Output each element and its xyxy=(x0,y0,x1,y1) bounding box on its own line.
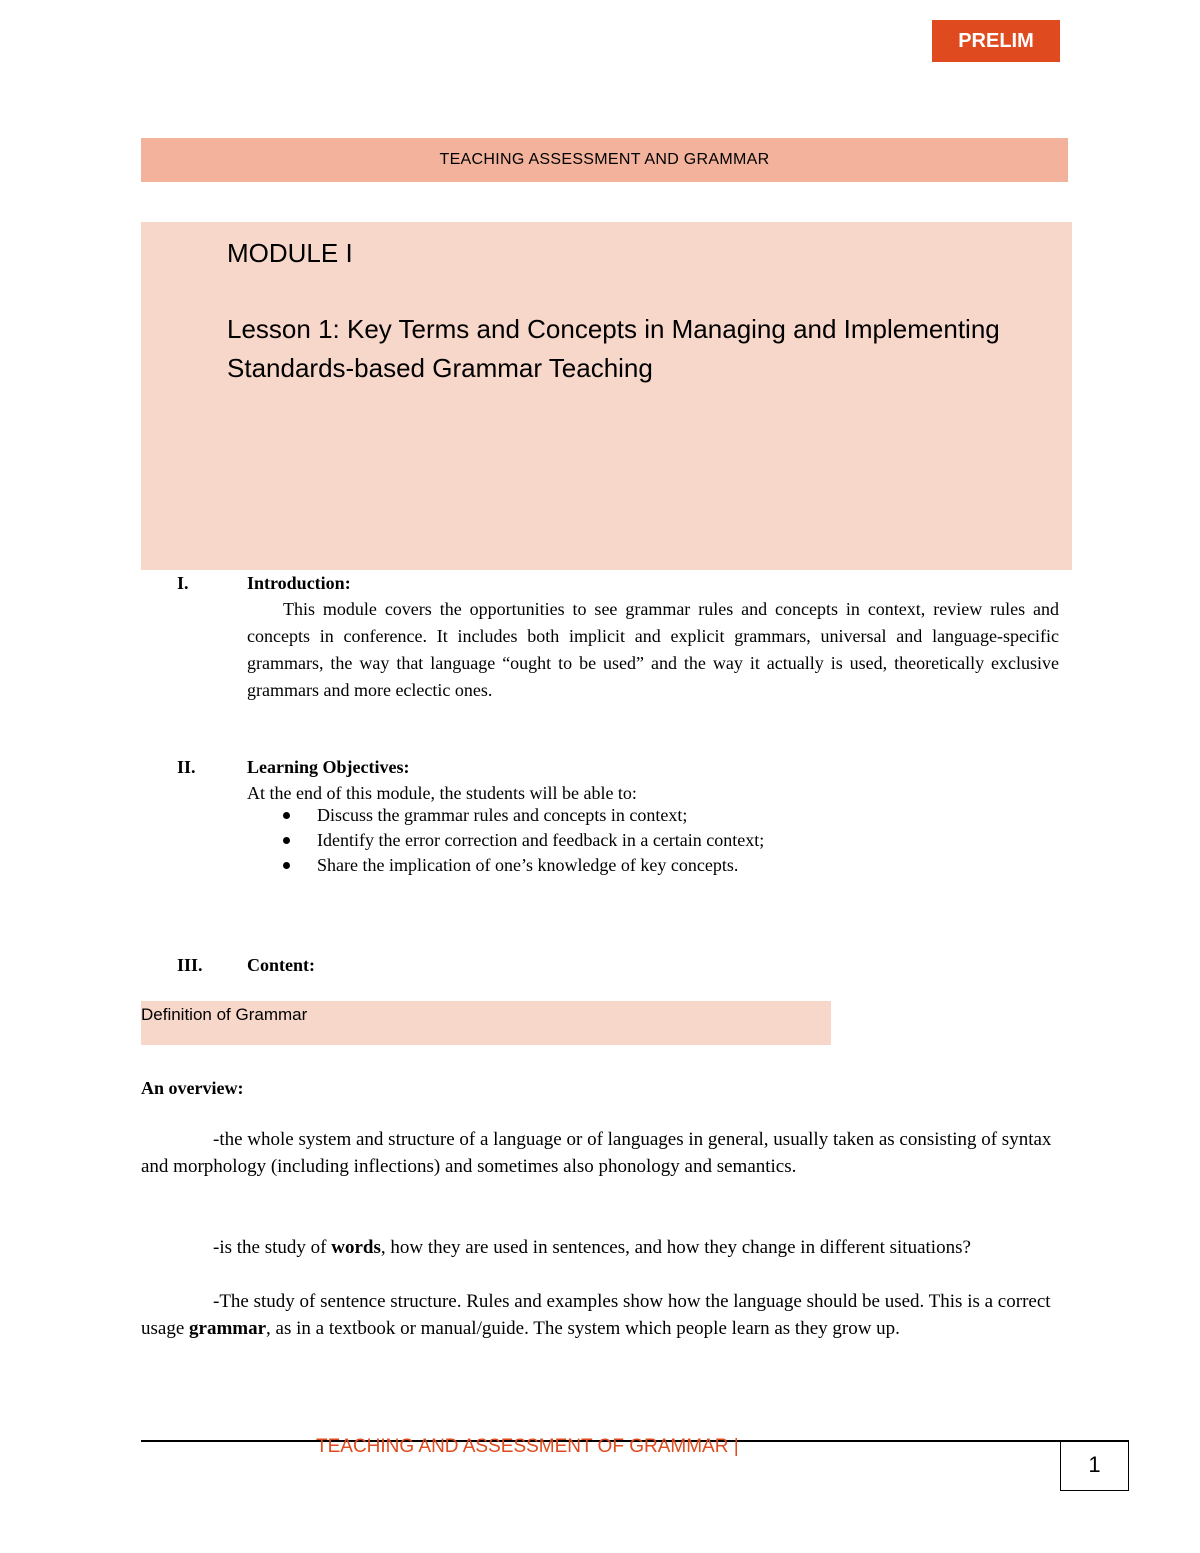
overview-p2-bold: words xyxy=(331,1237,381,1258)
list-item xyxy=(247,803,764,828)
section-heading-content: Content: xyxy=(247,955,315,975)
section-number-intro: I. xyxy=(177,573,189,593)
prelim-badge: PRELIM xyxy=(932,20,1060,62)
intro-paragraph: This module covers the opportunities to see grammar rules and concepts in context, review rules and concepts in conference. It includes both implicit and explicit grammars, universal and language-specific grammars, the way that language “ought to be used” and the way it actually is used, theoretically exclusive grammars and more eclectic ones. xyxy=(247,599,1059,700)
definition-box xyxy=(141,1001,831,1045)
definition-label: Definition of Grammar xyxy=(141,1005,308,1024)
overview-label: An overview: xyxy=(141,1078,244,1098)
overview-paragraph-2 xyxy=(141,1234,1061,1261)
footer-title: TEACHING AND ASSESSMENT OF GRAMMAR | xyxy=(316,1436,739,1457)
overview-paragraph-3 xyxy=(141,1288,1061,1342)
list-item xyxy=(247,853,764,878)
overview-p3-text-after: , as in a textbook or manual/guide. The system which people learn as they grow up. xyxy=(266,1318,900,1339)
page-number: 1 xyxy=(1060,1440,1129,1491)
lesson-title: Lesson 1: Key Terms and Concepts in Managing and Implementing Standards-based Grammar Teaching xyxy=(227,314,1000,383)
section-heading-intro: Introduction: xyxy=(247,573,351,593)
list-item xyxy=(247,828,764,853)
module-header-box xyxy=(141,222,1072,570)
objective-text: Identify the error correction and feedback in a certain context; xyxy=(317,830,765,850)
bullet-icon xyxy=(283,812,290,819)
course-banner: TEACHING ASSESSMENT AND GRAMMAR xyxy=(141,138,1068,182)
section-number-objectives: II. xyxy=(177,757,196,777)
section-heading-objectives: Learning Objectives: xyxy=(247,757,410,777)
overview-p2-text-after: , how they are used in sentences, and how they change in different situations? xyxy=(380,1237,971,1258)
objectives-list xyxy=(247,803,764,878)
objective-text: Share the implication of one’s knowledge of key concepts. xyxy=(317,855,739,875)
bullet-icon xyxy=(283,837,290,844)
overview-p3-text: -The study of sentence structure. Rules and examples show how the language should be used. This is a correct usage xyxy=(141,1291,1051,1339)
overview-p2-text: -is the study of xyxy=(213,1237,332,1258)
overview-paragraph-1 xyxy=(141,1126,1061,1180)
objectives-lead: At the end of this module, the students will be able to: xyxy=(247,783,637,803)
module-title: MODULE I xyxy=(227,238,353,268)
bullet-icon xyxy=(283,862,290,869)
overview-p1-text: -the whole system and structure of a language or of languages in general, usually taken as consisting of syntax and morphology (including inflections) and sometimes also phonology and semantics. xyxy=(141,1129,1052,1177)
overview-p3-bold: grammar xyxy=(189,1318,267,1339)
objective-text: Discuss the grammar rules and concepts in context; xyxy=(317,805,688,825)
section-number-content: III. xyxy=(177,955,203,975)
